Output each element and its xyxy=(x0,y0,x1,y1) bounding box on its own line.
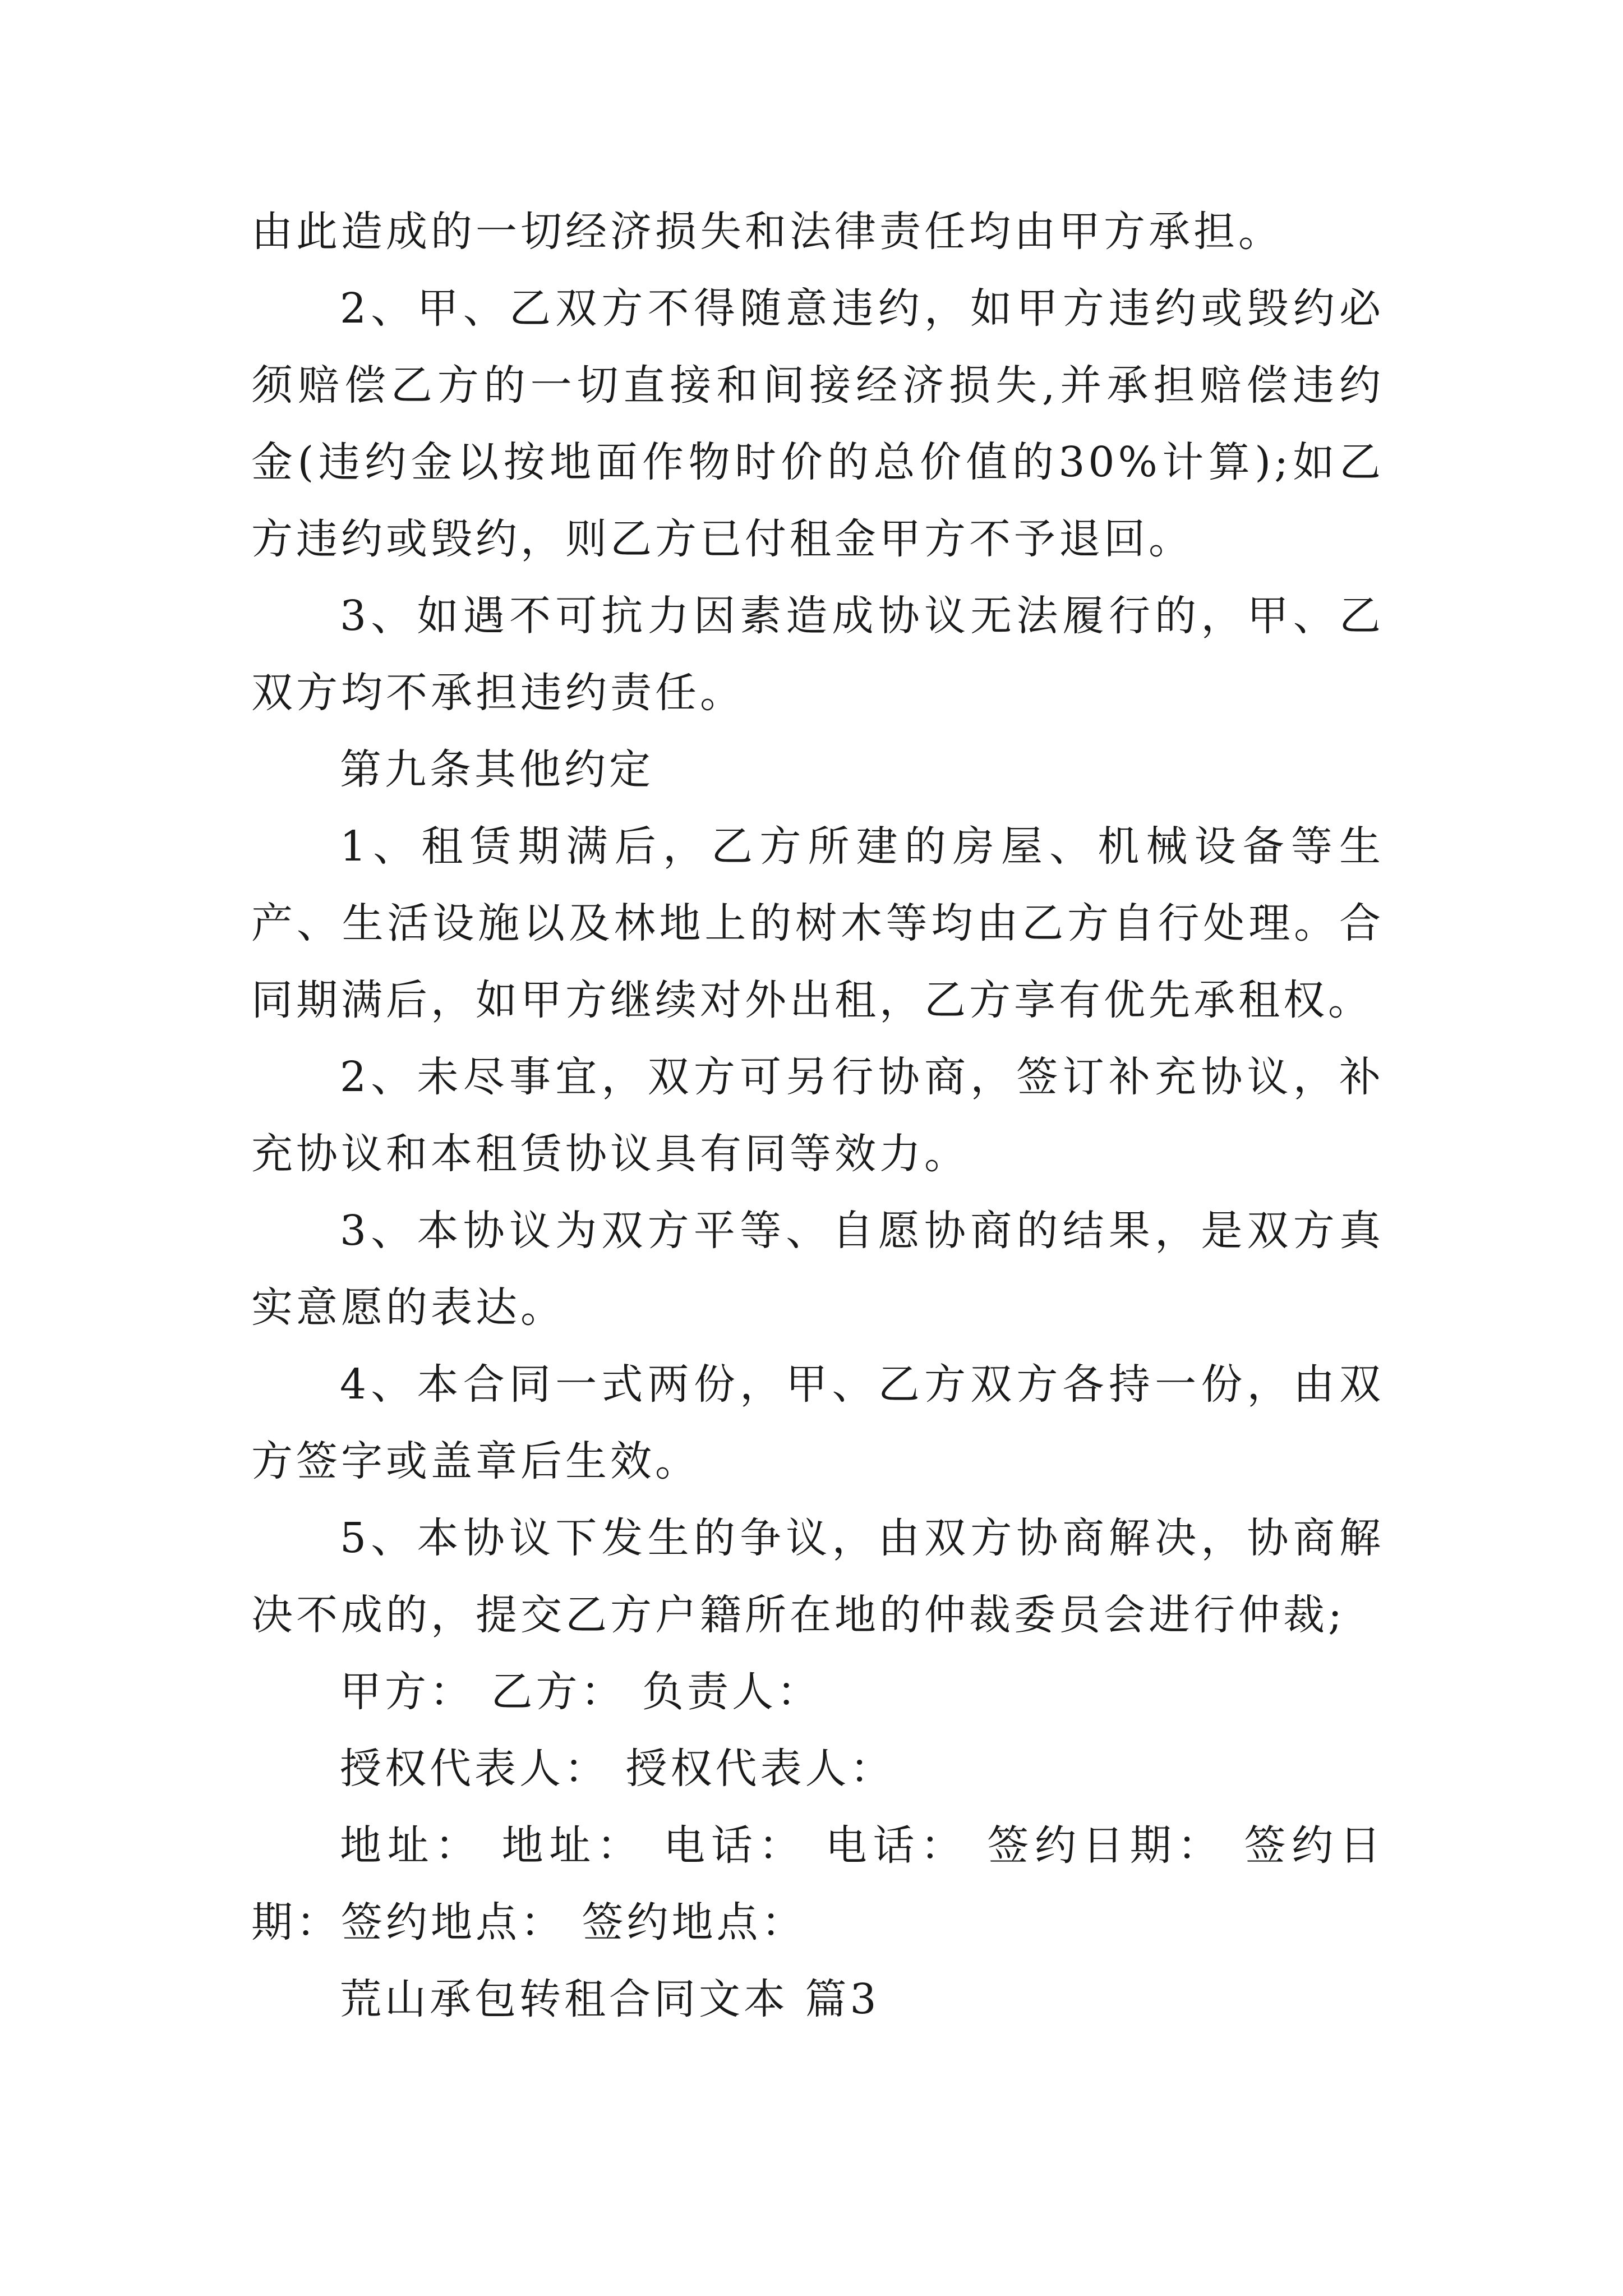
paragraph-other-1: 1、租赁期满后，乙方所建的房屋、机械设备等生产、生活设施以及林地上的树木等均由乙方自行处理。合同期满后，如甲方继续对外出租，乙方享有优先承租权。 xyxy=(251,822,1384,1024)
paragraph-continuation: 由此造成的一切经济损失和法律责任均由甲方承担。 xyxy=(251,208,1283,256)
paragraph-clause-3-force-majeure: 3、如遇不可抗力因素造成协议无法履行的，甲、乙双方均不承担违约责任。 xyxy=(251,592,1384,717)
paragraph-other-5: 5、本协议下发生的争议，由双方协商解决，协商解决不成的，提交乙方户籍所在地的仲裁委员会进行仲裁; xyxy=(251,1514,1384,1639)
document-page xyxy=(251,194,1384,2038)
paragraph-other-3: 3、本协议为双方平等、自愿协商的结果，是双方真实意愿的表达。 xyxy=(251,1207,1384,1332)
paragraph-other-2: 2、未尽事宜，双方可另行协商，签订补充协议，补充协议和本租赁协议具有同等效力。 xyxy=(251,1053,1384,1178)
paragraph-other-4: 4、本合同一式两份，甲、乙方双方各持一份，由双方签字或盖章后生效。 xyxy=(251,1360,1384,1485)
section-heading-article-9: 第九条其他约定 xyxy=(340,746,654,794)
signature-details-line: 地址： 地址： 电话： 电话： 签约日期： 签约日期：签约地点： 签约地点： xyxy=(251,1821,1384,1947)
paragraph-clause-2-breach: 2、甲、乙双方不得随意违约，如甲方违约或毁约必须赔偿乙方的一切直接和间接经济损失,并承担赔偿违约金(违约金以按地面作物时价的总价值的30%计算);如乙方违约或毁约，则乙方已付租金甲方不予退回。 xyxy=(251,284,1384,563)
signature-representatives-line: 授权代表人： 授权代表人： xyxy=(340,1745,895,1793)
next-section-title: 荒山承包转租合同文本 篇3 xyxy=(340,1975,880,2023)
signature-parties-line: 甲方： 乙方： 负责人： xyxy=(340,1668,822,1716)
